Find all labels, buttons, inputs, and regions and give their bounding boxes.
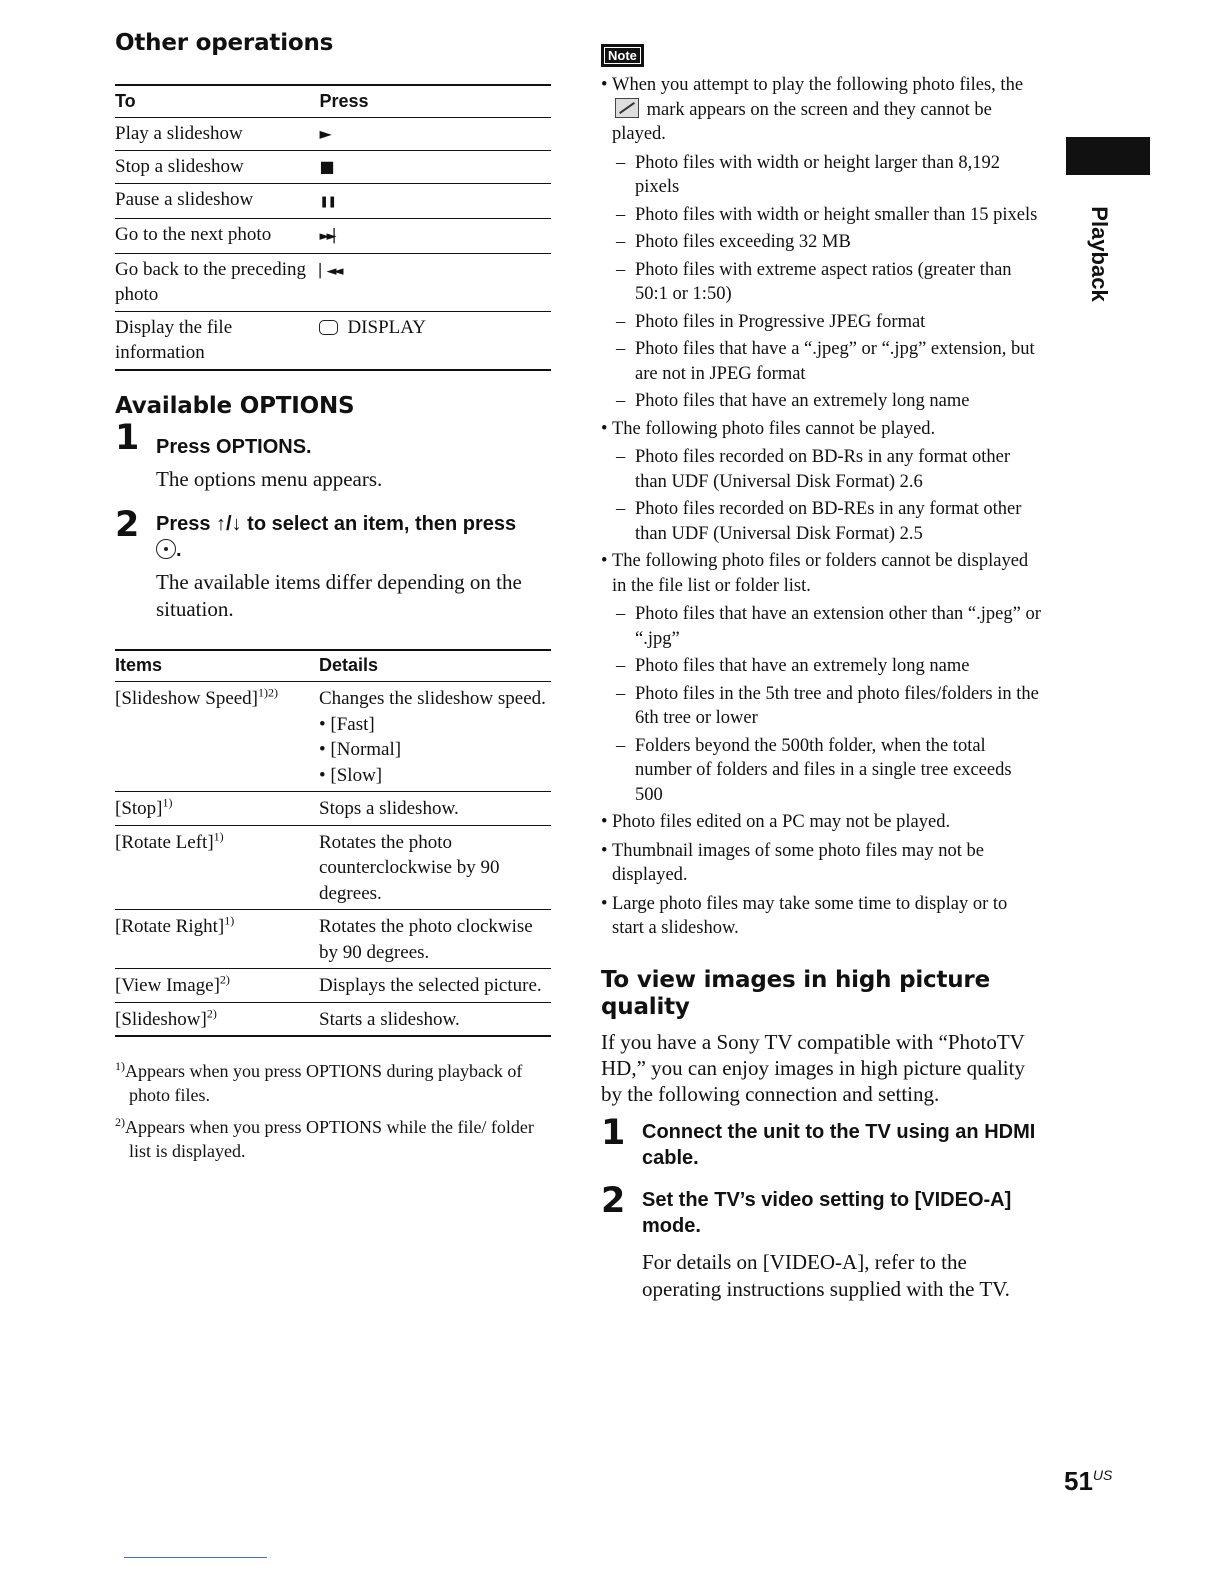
step-heading-period: . <box>176 539 182 561</box>
note-badge: Note <box>601 44 644 67</box>
previous-icon: ▏◄◄ <box>319 264 341 279</box>
step-heading-text: Press ↑/↓ to select an item, then press <box>156 513 517 535</box>
footnote-mark: 1) <box>115 1059 125 1073</box>
footnote-ref: 1) <box>224 913 235 928</box>
step-2 <box>601 1180 1041 1303</box>
options-table <box>115 649 551 1037</box>
footnote-ref: 1) <box>162 795 173 810</box>
footnote-2 <box>115 1115 551 1163</box>
page-number <box>1064 1466 1112 1497</box>
table-header-row <box>115 85 551 118</box>
table-row <box>115 1002 551 1036</box>
step-2 <box>115 505 551 623</box>
table-row <box>115 151 551 184</box>
note-bullet: • Photo files edited on a PC may not be played. <box>601 810 1041 835</box>
step-heading: Press OPTIONS. <box>156 436 312 458</box>
list-item: • [Fast] <box>319 712 551 738</box>
display-icon <box>319 320 338 335</box>
option-item: [Rotate Left] <box>115 831 214 853</box>
page-number-value: 51 <box>1064 1466 1093 1496</box>
note-subitem: – Photo files in the 5th tree and photo files/folders in the 6th tree or lower <box>601 682 1041 731</box>
enter-icon <box>156 539 176 559</box>
bottom-rule <box>124 1557 267 1558</box>
step-body: The available items differ depending on the situation. <box>156 570 522 621</box>
option-item: [Slideshow Speed] <box>115 688 259 709</box>
step-number: 1 <box>601 1112 626 1153</box>
option-item: [Stop] <box>115 798 163 819</box>
option-item: [Slideshow] <box>115 1008 207 1030</box>
op-label: Go to the next photo <box>115 219 315 254</box>
note-subitem: – Photo files that have an extension other than “.jpeg” or “.jpg” <box>601 602 1041 651</box>
table-row <box>115 910 551 969</box>
section-tab-label: Playback <box>1087 206 1112 302</box>
page-region-suffix: US <box>1092 1467 1113 1483</box>
option-detail: Stops a slideshow. <box>315 792 551 826</box>
footnote-ref: 2) <box>219 972 230 987</box>
footnote-text: Appears when you press OPTIONS while the file/ folder list is displayed. <box>125 1117 534 1161</box>
note-bullet: • The following photo files or folders cannot be displayed in the file list or folder list. <box>601 549 1041 598</box>
footnote-ref: 1)2) <box>258 685 279 700</box>
note-subitem: – Photo files in Progressive JPEG format <box>601 310 1041 335</box>
note-bullet: • Large photo files may take some time to display or to start a slideshow. <box>601 892 1041 941</box>
option-detail: Displays the selected picture. <box>315 969 551 1003</box>
col-to-header: To <box>115 85 315 118</box>
note-bullet <box>601 73 1041 147</box>
option-item: [Rotate Right] <box>115 916 225 937</box>
note-subitem: – Photo files exceeding 32 MB <box>601 230 1041 255</box>
speed-list <box>319 712 551 789</box>
pause-icon: ❚❚ <box>319 195 336 208</box>
note-bullet: • The following photo files cannot be played. <box>601 417 1041 442</box>
table-row <box>115 969 551 1003</box>
table-row <box>115 825 551 910</box>
list-item: • [Slow] <box>319 763 551 789</box>
note-subitem: – Folders beyond the 500th folder, when the total number of folders and files in a single tree exceeds 500 <box>601 734 1041 808</box>
table-row <box>115 219 551 254</box>
section-tab-marker <box>1066 137 1150 175</box>
step-number: 1 <box>115 418 140 458</box>
step-heading <box>156 511 551 563</box>
step-heading: Set the TV’s video setting to [VIDEO-A] mode. <box>642 1188 1012 1237</box>
footnote-1 <box>115 1059 551 1107</box>
footnote-text: Appears when you press OPTIONS during playback of photo files. <box>125 1061 523 1105</box>
operations-table <box>115 84 551 371</box>
table-header-row <box>115 650 551 682</box>
table-row <box>115 118 551 151</box>
note-text: mark appears on the screen and they cannot be played. <box>612 99 992 144</box>
step-body: The options menu appears. <box>156 467 383 491</box>
table-row <box>115 184 551 219</box>
step-1 <box>115 418 551 493</box>
op-label: Pause a slideshow <box>115 184 315 219</box>
note-subitem: – Photo files recorded on BD-REs in any format other than UDF (Universal Disk Format) 2.5 <box>601 497 1041 546</box>
note-subitem: – Photo files recorded on BD-Rs in any format other than UDF (Universal Disk Format) 2.6 <box>601 445 1041 494</box>
note-bullet: • Thumbnail images of some photo files may not be displayed. <box>601 839 1041 888</box>
play-icon: ► <box>319 124 332 143</box>
high-quality-heading: To view images in high picture quality <box>601 966 990 1020</box>
step-body: For details on [VIDEO-A], refer to the operating instructions supplied with the TV. <box>642 1249 1010 1301</box>
left-column <box>115 30 551 1171</box>
col-details-header: Details <box>315 650 551 682</box>
table-row <box>115 312 551 371</box>
step-number: 2 <box>115 505 140 545</box>
op-label: Display the file information <box>115 312 315 371</box>
option-detail: Rotates the photo counterclockwise by 90 degrees. <box>315 825 551 910</box>
step-heading: Connect the unit to the TV using an HDMI cable. <box>642 1120 1036 1169</box>
step-1 <box>601 1112 1041 1171</box>
footnote-ref: 1) <box>213 829 224 844</box>
option-detail: Rotates the photo clockwise by 90 degrees. <box>315 910 551 969</box>
note-subitem: – Photo files that have an extremely long name <box>601 654 1041 679</box>
high-quality-intro: If you have a Sony TV compatible with “PhotoTV HD,” you can enjoy images in high picture quality by the following connection and setting. <box>601 1029 1025 1106</box>
other-operations-heading: Other operations <box>115 30 334 56</box>
note-subitem: – Photo files that have a “.jpeg” or “.jpg” extension, but are not in JPEG format <box>601 337 1041 386</box>
option-item: [View Image] <box>115 975 220 996</box>
table-row <box>115 254 551 312</box>
high-quality-section <box>601 967 1041 1303</box>
table-row <box>115 792 551 826</box>
op-label: Go back to the preceding photo <box>115 254 315 312</box>
note-text: When you attempt to play the following photo files, the <box>612 75 1024 95</box>
prohibited-icon <box>615 98 639 118</box>
note-subitem: – Photo files that have an extremely long name <box>601 389 1041 414</box>
notes-list <box>601 73 1041 941</box>
op-label: Stop a slideshow <box>115 151 315 184</box>
option-detail: Starts a slideshow. <box>315 1002 551 1036</box>
right-column <box>601 44 1041 1321</box>
table-row <box>115 682 551 792</box>
note-subitem: – Photo files with width or height smaller than 15 pixels <box>601 203 1041 228</box>
col-press-header: Press <box>315 85 551 118</box>
stop-icon: ■ <box>319 157 335 176</box>
available-options-heading: Available OPTIONS <box>115 393 355 419</box>
note-subitem: – Photo files with width or height larger than 8,192 pixels <box>601 151 1041 200</box>
note-subitem: – Photo files with extreme aspect ratios (greater than 50:1 or 1:50) <box>601 258 1041 307</box>
options-steps <box>115 418 551 623</box>
footnote-ref: 2) <box>206 1006 217 1021</box>
footnotes <box>115 1059 551 1163</box>
display-label: DISPLAY <box>347 317 426 338</box>
step-number: 2 <box>601 1180 626 1221</box>
next-icon: ►►▏ <box>319 229 341 244</box>
op-label: Play a slideshow <box>115 118 315 151</box>
footnote-mark: 2) <box>115 1115 125 1129</box>
list-item: • [Normal] <box>319 737 551 763</box>
option-detail: Changes the slideshow speed. <box>319 688 546 709</box>
col-items-header: Items <box>115 650 315 682</box>
